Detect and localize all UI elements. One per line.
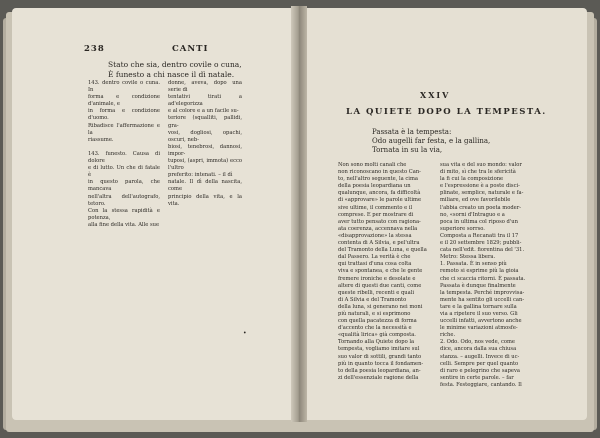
note-line: e al colore e a un facile su- xyxy=(168,108,239,115)
left-verse xyxy=(108,60,242,80)
note-line: e di lutto. Un che di fatale è xyxy=(88,165,160,179)
commentary-line: della luna, si generano nei moni xyxy=(338,303,423,310)
commentary-line: mente ha sentito gli uccelli can- xyxy=(440,296,525,303)
commentary-line: del Tramonto della Luna, e quella xyxy=(338,247,427,254)
poem-number: XXIV xyxy=(420,90,451,100)
note-line: 143. dentro covile o cuna. In xyxy=(88,80,160,94)
commentary-line: qui trattasi d'una cosa colta xyxy=(338,261,412,268)
verse-line: Stato che sia, dentro covile o cuna, xyxy=(108,60,242,69)
page-number: 238 xyxy=(84,44,105,54)
commentary-line: 1. Passata. È in senso più xyxy=(440,261,507,268)
commentary-line: sua vita e del suo mondo: valor xyxy=(440,162,522,168)
verse-line: Passata è la tempesta: xyxy=(372,128,452,136)
commentary-line: sentire in certe parole. – far xyxy=(440,374,514,381)
note-line: 143. funesto. Causa di dolore xyxy=(88,150,160,165)
commentary-line: suo valor di sottili, grandi tanto xyxy=(338,353,422,360)
verse-line: È funesto a chi nasce il dì natale. xyxy=(108,70,235,79)
commentary-line: no, «sorni d'Intraguo e a xyxy=(440,211,505,218)
commentary-line: l'abbia creato un poeta moder- xyxy=(440,204,521,211)
commentary-line: con quella pacatezza di forma xyxy=(338,318,417,325)
commentary-line: 2. Odo. Odo, nos vede, come xyxy=(440,339,515,346)
commentary-line: queste ribelli, recenti e quali xyxy=(338,289,415,296)
commentary-line: remoto si esprime più la gioia xyxy=(440,268,519,275)
note-line: Ribadisce l'affermazione e la xyxy=(88,122,160,136)
note-line: nell'altra dell'autografo, tetoro. xyxy=(88,193,160,207)
commentary-line: uccelli infatti, avvertono anche xyxy=(440,318,522,325)
commentary-line: di mito, sì che tra le sfericità xyxy=(440,169,516,176)
note-line: principio della vita, e la vita. xyxy=(168,193,242,207)
commentary-line: fremere ironiche e desolate e xyxy=(338,275,416,282)
note-line: biosi, tenebrosi, dannosi, impor- xyxy=(168,143,242,157)
commentary-line: di raro e pelegrino che sapeva xyxy=(440,367,520,374)
commentary-line: la tempesta. Perché improvvisa- xyxy=(440,289,525,296)
verse-line: Tornata in su la via, xyxy=(372,146,443,155)
commentary-line: via a ripetere il suo verso. Gli xyxy=(440,310,518,317)
commentary-line: Composta a Recanati tra il 17 xyxy=(440,232,519,239)
page-mark: • xyxy=(243,330,247,337)
note-line: alla fine della vita. Alle sue xyxy=(88,221,160,228)
commentary-line: le minime variazioni atmosfe- xyxy=(440,325,518,332)
note-line: forma e condizione d'animale, e xyxy=(88,94,160,108)
commentary-line: poca in ultima col riposo d'un xyxy=(440,218,518,225)
commentary-line: sive ultime, il commento e il xyxy=(338,204,413,211)
note-line: in forma e condizione d'uomo. xyxy=(88,108,160,122)
commentary-line: viva e spontanea, e che le gente xyxy=(338,268,423,275)
commentary-line: superiore sorrso. xyxy=(440,225,485,232)
running-head: CANTI xyxy=(172,44,209,54)
commentary-line: to, nell'altro seguente, la cima xyxy=(338,176,418,183)
book-gutter xyxy=(291,6,307,422)
commentary-line: zi dell'essenziale ragione della xyxy=(338,374,419,381)
verse-line: Odo augelli far festa, e la gallina, xyxy=(372,137,491,146)
commentary-line: d'accento che la necessità e xyxy=(338,325,412,332)
commentary-line: della poesia leopardiana un xyxy=(338,183,411,190)
commentary-col-2 xyxy=(440,162,540,389)
commentary-line: più naturali, e si esprimono xyxy=(338,310,411,317)
commentary-line: aver tutto pensato con ragiona- xyxy=(338,218,421,225)
note-line xyxy=(88,144,160,151)
commentary-line: di A Silvia e del Tramonto xyxy=(338,296,407,303)
commentary-line: contenta di A Silvia, e pel'ultra xyxy=(338,240,420,247)
commentary-line: ata coerenza, accennava nella xyxy=(338,225,418,232)
commentary-line: più in quanto tocca il fondamen- xyxy=(338,360,424,367)
left-notes-col-1 xyxy=(88,80,160,229)
commentary-line: dal Passero. La verità è che xyxy=(338,254,411,261)
commentary-line: tare e la gallina tornare sulla xyxy=(440,303,517,310)
commentary-col-1 xyxy=(338,162,434,382)
right-verse xyxy=(372,128,490,156)
commentary-line: altere di questi due canti, come xyxy=(338,282,422,289)
commentary-line: Passata è dunque finalmente xyxy=(440,282,516,289)
commentary-line: celli. Sempre per quel quanto xyxy=(440,360,519,367)
commentary-line: tempesta, vogliamo imitare sul xyxy=(338,346,420,353)
poem-title: LA QUIETE DOPO LA TEMPESTA. xyxy=(346,107,547,117)
note-line: preferito: intenati. – il dì xyxy=(168,172,233,179)
commentary-line: comprese. E per mostrare di xyxy=(338,211,414,218)
commentary-line: qualunque, ancora, fa difficoltà xyxy=(338,190,421,197)
commentary-line: Tornando alla Quiete dopo la xyxy=(338,339,415,346)
commentary-line: plinate, semplice, naturale e fa- xyxy=(440,190,524,197)
commentary-line: Non sono molti canali che xyxy=(338,162,407,168)
commentary-line: riche. xyxy=(440,332,456,339)
commentary-line: festa. Festeggiare, cantando. Il xyxy=(440,381,522,388)
note-line: tentativi tirati a ad'elegorizza xyxy=(168,94,242,108)
commentary-line: cata nell'edit. fiorentina del '31. xyxy=(440,247,525,254)
note-line: teriore (squalliti, pallidi, gra- xyxy=(168,115,242,129)
commentary-line: che ci scaccia ritorni. È passata. xyxy=(440,275,526,282)
commentary-line: stanza. – augelli. Invece di uc- xyxy=(440,353,520,360)
note-line: in questo parola, che mancava xyxy=(88,179,160,193)
note-line: tuposi, (aspri, immota) ecco l'ultro xyxy=(168,158,242,172)
commentary-line: to della poesia leopardiana, an- xyxy=(338,367,421,374)
commentary-line: e l'espressione è a poste disci- xyxy=(440,183,520,190)
commentary-line: dice, ancora dalla sua chiusa xyxy=(440,346,517,353)
note-line: natale. Il dì della nascita, come xyxy=(168,179,242,193)
commentary-line: «disapprovazione» la stessa xyxy=(338,232,412,239)
commentary-line: «qualità lirica» già composta. xyxy=(338,332,416,339)
note-line: donne, aveva, dopo una serie di xyxy=(168,80,242,94)
commentary-line: non riconoscano in questo Can- xyxy=(338,169,421,176)
note-line: riassume. xyxy=(88,136,114,143)
commentary-line: e il 20 settembre 1829; pubbli- xyxy=(440,240,522,247)
left-notes-col-2 xyxy=(168,80,242,208)
commentary-line: Metro: Stessa libera. xyxy=(440,254,496,261)
commentary-line: miliare, ed ove favorilebile xyxy=(440,197,511,204)
commentary-line: di «approvare» le parole ultime xyxy=(338,197,422,204)
commentary-line: la fi cui la composizione xyxy=(440,176,504,183)
note-line: vosi, dogliosi, opachi, oscuri, neb- xyxy=(168,129,242,143)
note-line: Con la stessa rapidità e potenza, xyxy=(88,207,160,221)
